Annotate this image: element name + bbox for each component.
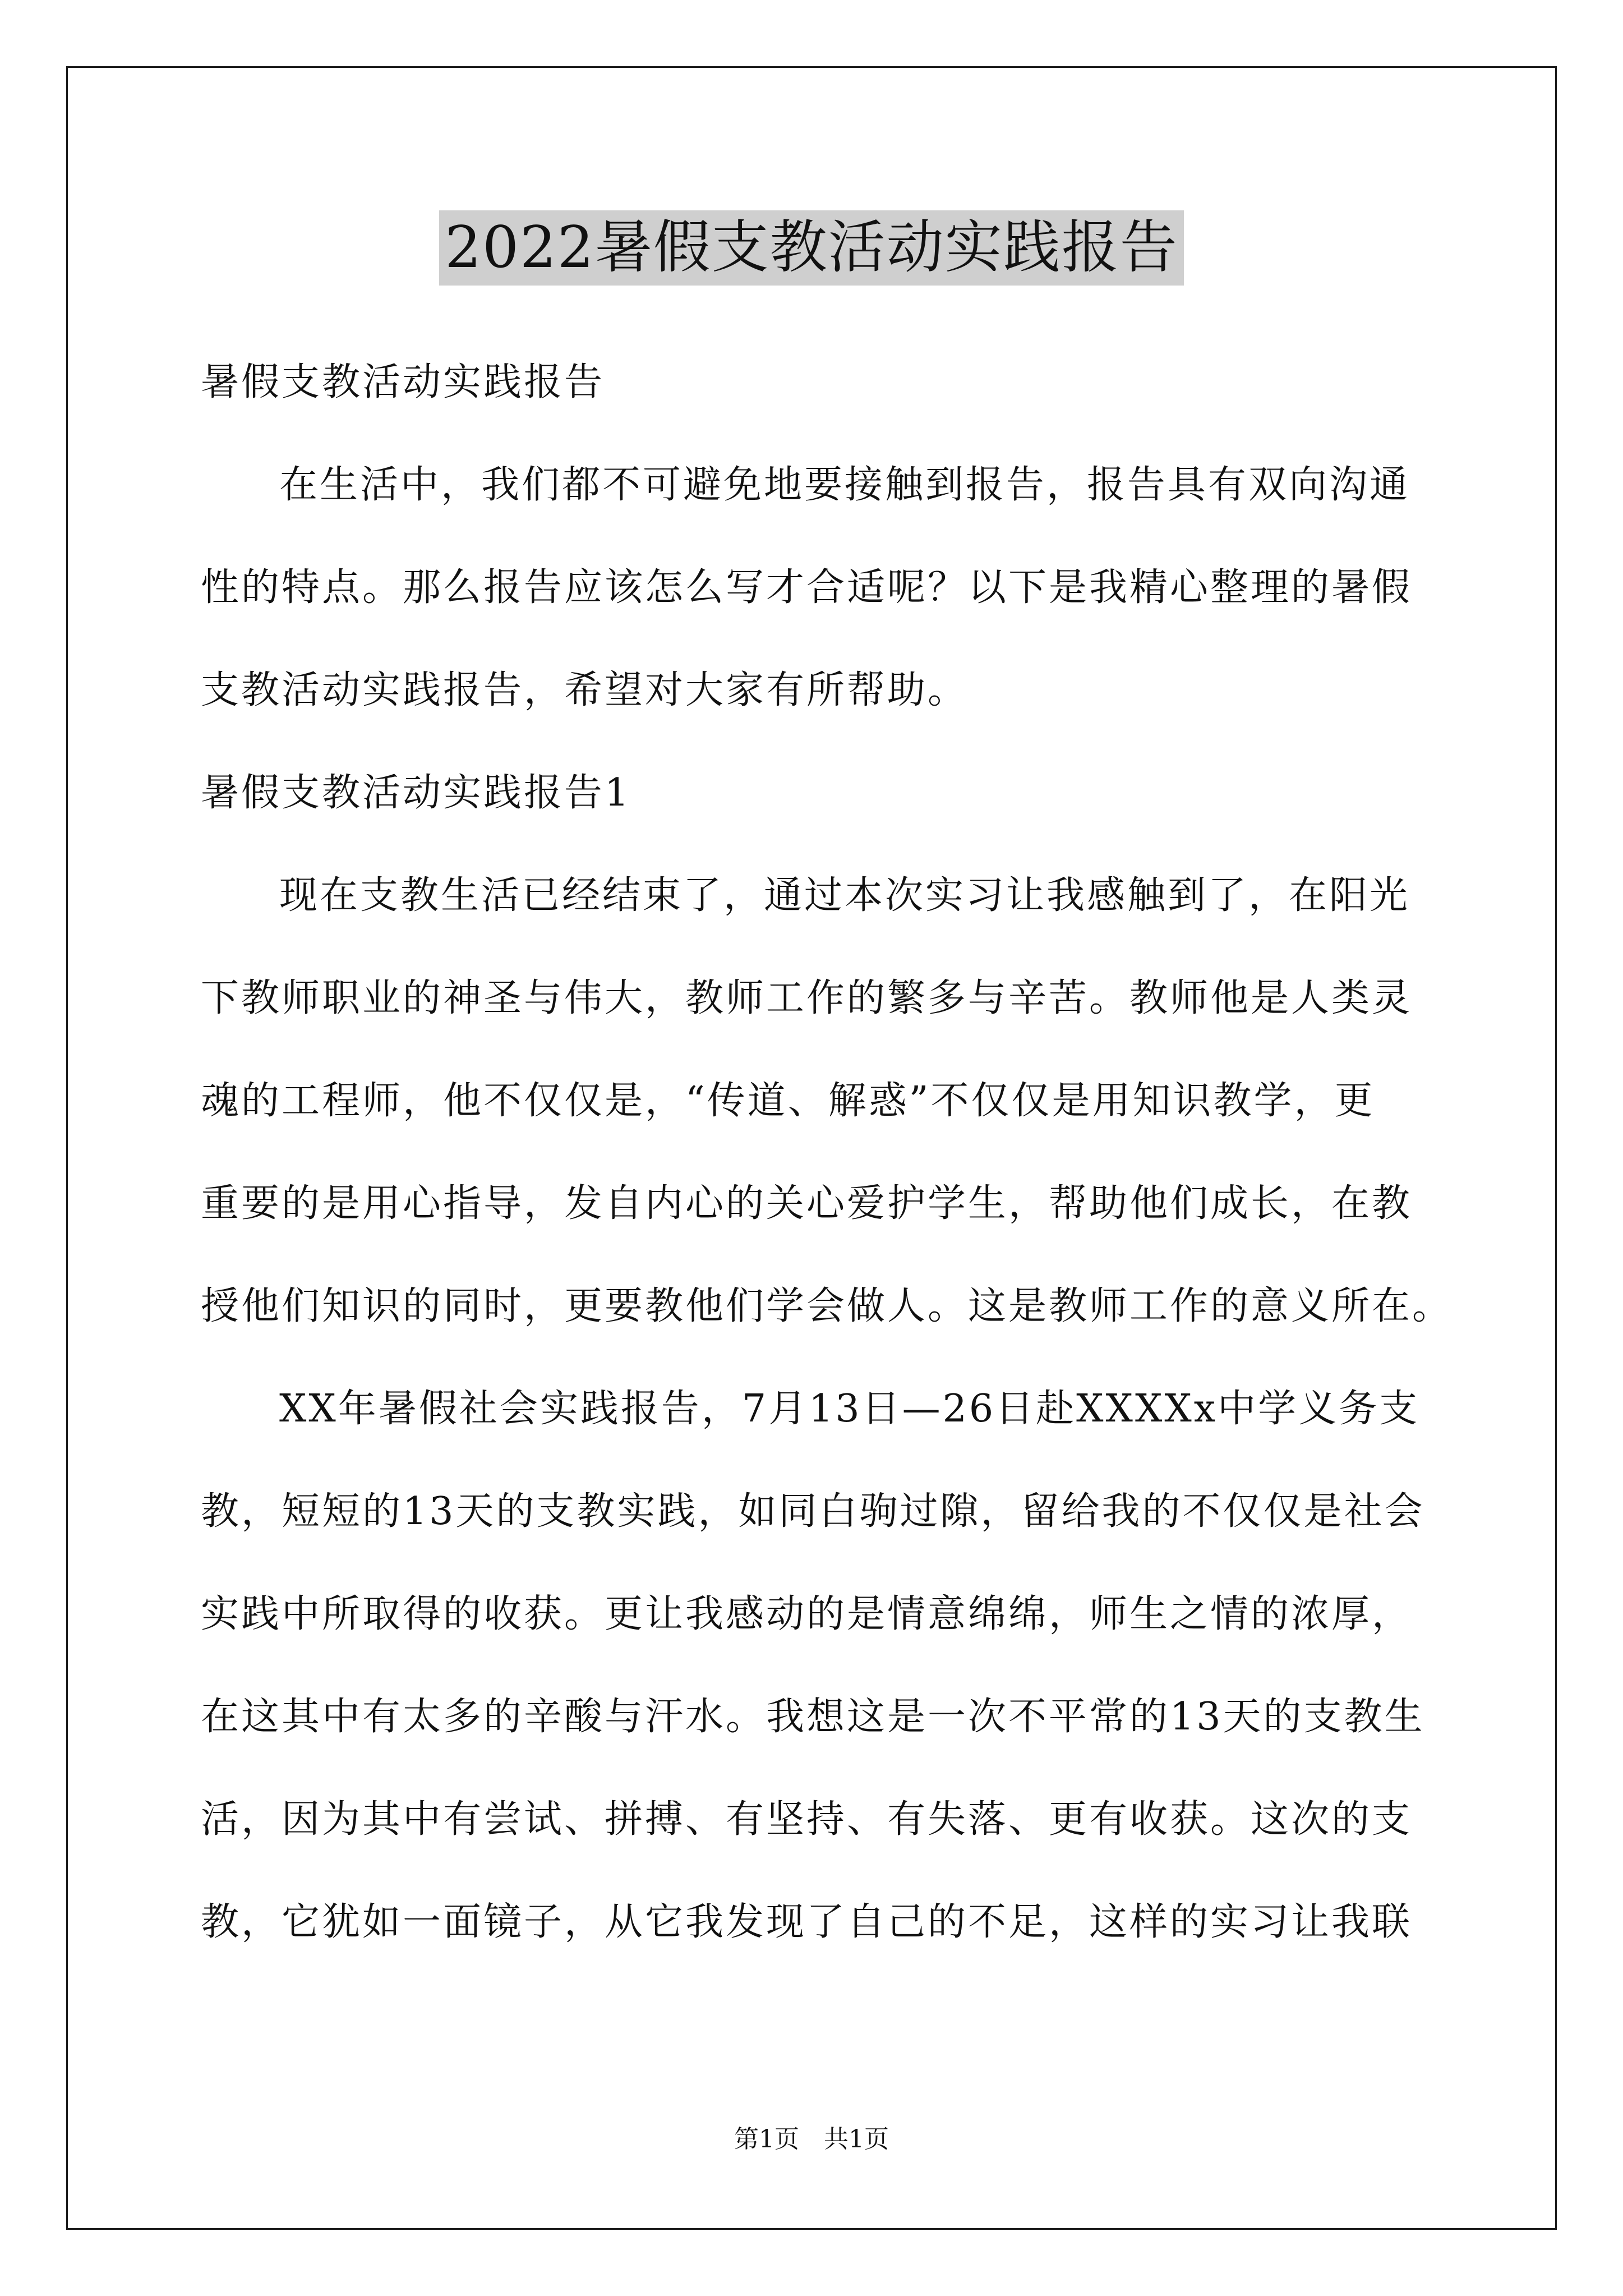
paragraph-line: 教，它犹如一面镜子，从它我发现了自己的不足，这样的实习让我联: [201, 1900, 1413, 1944]
paragraph-line: 实践中所取得的收获。更让我感动的是情意绵绵，师生之情的浓厚，: [201, 1592, 1413, 1636]
paragraph-line: 现在支教生活已经结束了，通过本次实习让我感触到了，在阳光: [279, 873, 1410, 918]
subtitle-heading: 暑假支教活动实践报告: [201, 360, 605, 404]
paragraph-line: 在生活中，我们都不可避免地要接触到报告，报告具有双向沟通: [279, 463, 1410, 507]
document-title: 2022暑假支教活动实践报告: [439, 210, 1184, 286]
section-heading: 暑假支教活动实践报告1: [201, 771, 631, 815]
paragraph-line: 教，短短的13天的支教实践，如同白驹过隙，留给我的不仅仅是社会: [201, 1489, 1425, 1534]
paragraph-line: 魂的工程师，他不仅仅是，“传道、解惑”不仅仅是用知识教学，更: [201, 1079, 1375, 1123]
paragraph-line: 下教师职业的神圣与伟大，教师工作的繁多与辛苦。教师他是人类灵: [201, 976, 1413, 1020]
page-number-footer: 第1页 共1页: [734, 2125, 889, 2154]
title-container: [0, 210, 1623, 286]
paragraph-line: 在这其中有太多的辛酸与汗水。我想这是一次不平常的13天的支教生: [201, 1695, 1425, 1739]
paragraph-line: XX年暑假社会实践报告，7月13日—26日赴XXXXx中学义务支: [279, 1387, 1420, 1431]
paragraph-line: 性的特点。那么报告应该怎么写才合适呢？以下是我精心整理的暑假: [201, 565, 1413, 610]
paragraph-line: 重要的是用心指导，发自内心的关心爱护学生，帮助他们成长，在教: [201, 1181, 1413, 1226]
paragraph-line: 活，因为其中有尝试、拼搏、有坚持、有失落、更有收获。这次的支: [201, 1797, 1413, 1842]
paragraph-line: 支教活动实践报告，希望对大家有所帮助。: [201, 668, 969, 712]
paragraph-line: 授他们知识的同时，更要教他们学会做人。这是教师工作的意义所在。: [201, 1284, 1453, 1328]
